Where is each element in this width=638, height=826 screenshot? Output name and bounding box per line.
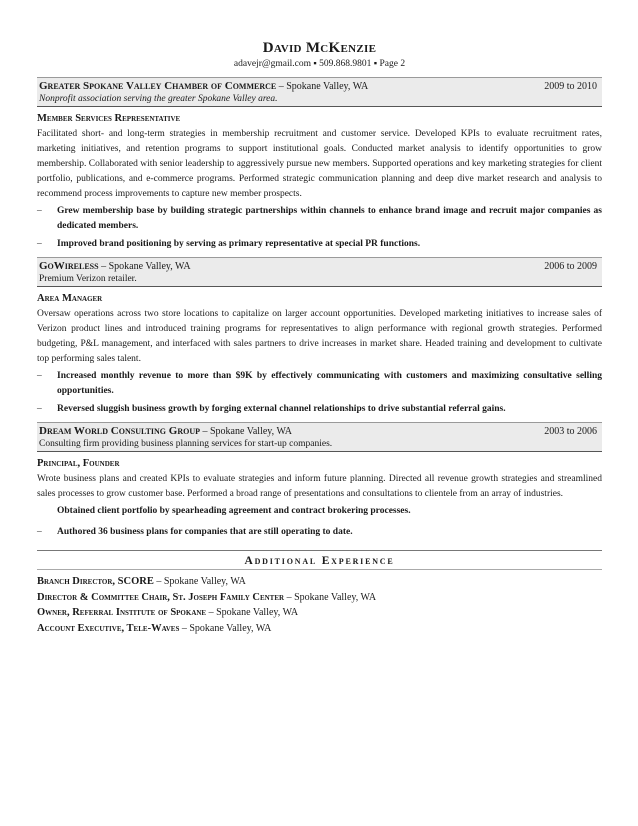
section-divider [37, 569, 602, 570]
achievement-list [37, 204, 602, 252]
job-entry-3 [37, 422, 602, 540]
company-description: Premium Verizon retailer. [39, 274, 137, 284]
job-entry-1 [37, 77, 602, 252]
additional-experience-section [37, 550, 602, 636]
company-name: Greater Spokane Valley Chamber of Commerce [39, 80, 277, 92]
additional-item: Account Executive, Tele-Waves – Spokane Valley, WA [37, 622, 272, 634]
section-title: Additional Experience [244, 555, 395, 567]
additional-item: Branch Director, SCORE – Spokane Valley, WA [37, 576, 246, 587]
company-location: – Spokane Valley, WA [98, 261, 191, 272]
additional-item: Owner, Referral Institute of Spokane – Spokane Valley, WA [37, 607, 299, 618]
job-role: Principal, Founder [37, 458, 120, 469]
candidate-name: David McKenzie [262, 40, 377, 56]
job-header-bar [37, 77, 602, 107]
employment-dates: 2006 to 2009 [544, 261, 597, 272]
job-summary: Facilitated short- and long-term strategies in membership recruitment and customer service. Developed KPIs to evaluate recruitment rates, marketing initiatives, and retention programs to support institutional goals. Conducted market analysis to identify opportunities to grow membership. Collaborated with senior leadership to aggressively pursue new members. Supported operations and key marketing strategies for client portfolio, publications, and e-commerce programs. Performed strategic communication planning and deep dive market research and analysis to recommend process improvements to capture new member prospects. [37, 129, 602, 199]
achievement-item: – Increased monthly revenue to more than $9K by effectively communicating with customers and maximizing consultative selling opportunities. [37, 369, 602, 399]
dash-bullet-icon: – [37, 371, 42, 381]
dash-bullet-icon: – [37, 239, 42, 249]
additional-item: Director & Committee Chair, St. Joseph Family Center – Spokane Valley, WA [37, 591, 377, 603]
achievement-list [37, 369, 602, 417]
job-role: Member Services Representative [37, 113, 181, 124]
resume-page [37, 40, 602, 636]
achievement-item: – Authored 36 business plans for companies that are still operating to date. [37, 525, 602, 540]
company-location: – Spokane Valley, WA [200, 426, 293, 437]
achievement-list [37, 504, 602, 540]
job-summary: Oversaw operations across two store locations to capitalize on larger account opportunities. Developed marketing initiatives to increase sales of Verizon product lines and introduced training programs for representatives to align performance with regional growth strategies. Performed budgeting, P&L management, and interfaced with sales partners to drive increases in market share. Headed training and development to cultivate top performing sales talent. [37, 309, 602, 364]
company-name: Dream World Consulting Group [39, 425, 200, 437]
employment-dates: 2009 to 2010 [544, 81, 597, 92]
resume-header [37, 40, 602, 71]
company-description: Nonprofit association serving the greater Spokane Valley area. [39, 94, 278, 104]
achievement-item: – Improved brand positioning by serving as primary representative at special PR functions. [37, 237, 602, 252]
job-summary: Wrote business plans and created KPIs to evaluate strategies and inform future planning. Directed all revenue growth strategies and streamlined sales processes to grow customer base. Performed a broad range of presentations and consultations to clientele from an array of industries. [37, 474, 602, 499]
job-role: Area Manager [37, 293, 103, 304]
job-entry-2 [37, 257, 602, 417]
company-description: Consulting firm providing business planning services for start-up companies. [39, 439, 333, 449]
achievement-item: Obtained client portfolio by spearheading agreement and contract brokering processes. [57, 506, 411, 516]
achievement-item: – Grew membership base by building strategic partnerships within channels to enhance brand image and recruit major companies as dedicated members. [37, 204, 602, 234]
job-header-bar [37, 422, 602, 452]
achievement-item: – Reversed sluggish business growth by forging external channel relationships to drive substantial referral gains. [37, 402, 602, 417]
dash-bullet-icon: – [37, 404, 42, 414]
contact-line: adavejr@gmail.com ▪ 509.868.9801 ▪ Page 2 [233, 59, 406, 69]
company-location: – Spokane Valley, WA [276, 81, 369, 92]
employment-dates: 2003 to 2006 [544, 426, 597, 437]
company-name: GoWireless [39, 260, 99, 272]
dash-bullet-icon: – [37, 206, 42, 216]
dash-bullet-icon: – [37, 527, 42, 537]
job-header-bar [37, 257, 602, 287]
